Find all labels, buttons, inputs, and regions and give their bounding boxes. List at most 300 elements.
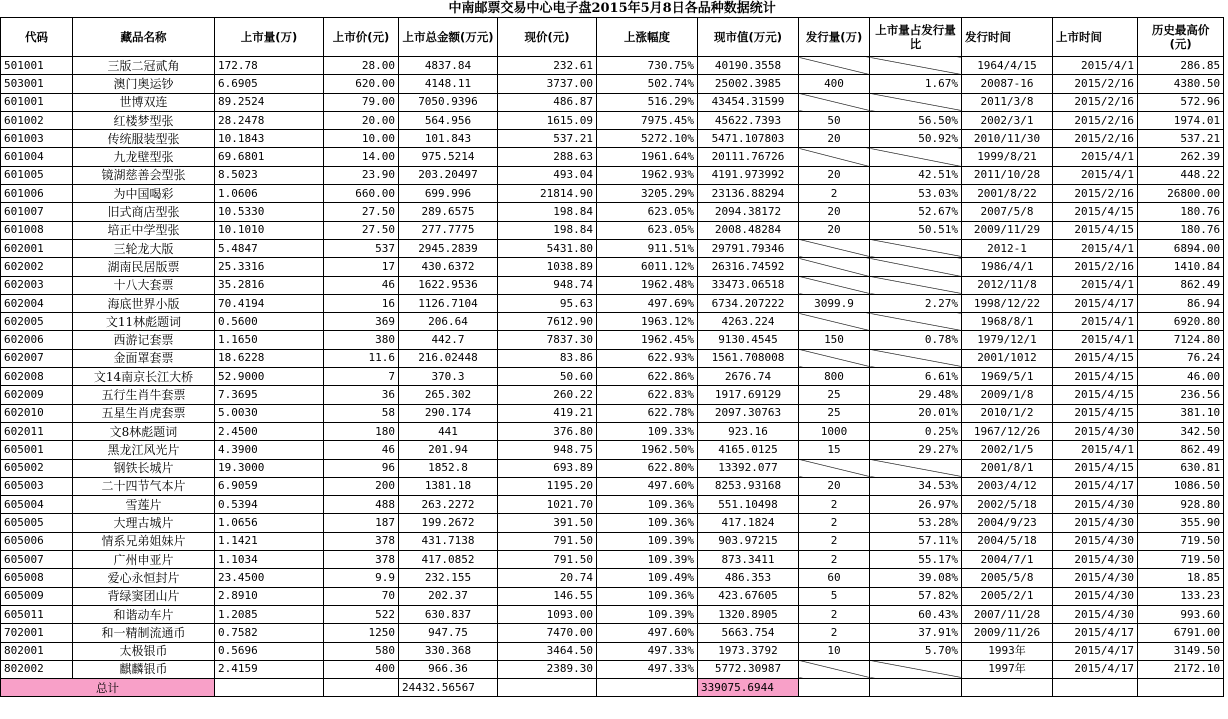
cell-listed-total: 417.0852	[399, 551, 498, 569]
cell-listed-ratio	[870, 57, 962, 75]
table-row	[1, 386, 1224, 404]
cell-market-value: 873.3411	[698, 551, 799, 569]
table-row	[1, 276, 1224, 294]
cell-code: 605002	[1, 459, 73, 477]
cell-listed-total: 203.20497	[399, 166, 498, 184]
cell-listed-ratio: 57.11%	[870, 532, 962, 550]
cell-listed-ratio: 0.78%	[870, 331, 962, 349]
table-row	[1, 185, 1224, 203]
cell-list-date: 2015/4/30	[1053, 422, 1138, 440]
table-row	[1, 532, 1224, 550]
cell-market-value: 5772.30987	[698, 660, 799, 678]
table-row	[1, 349, 1224, 367]
cell-listed-ratio: 0.25%	[870, 422, 962, 440]
cell-rise: 109.39%	[597, 605, 698, 623]
table-row	[1, 477, 1224, 495]
cell-listed-qty: 6.6905	[215, 75, 324, 93]
cell-market-value: 45622.7393	[698, 111, 799, 129]
cell-market-value: 4191.973992	[698, 166, 799, 184]
cell-name: 世博双连	[73, 93, 215, 111]
cell-listed-ratio	[870, 660, 962, 678]
table-row	[1, 313, 1224, 331]
cell-hist-high: 180.76	[1138, 221, 1224, 239]
cell-issued-qty: 20	[799, 477, 870, 495]
cell-hist-high: 1086.50	[1138, 477, 1224, 495]
cell-issue-date: 2009/11/26	[962, 624, 1053, 642]
cell-issue-date: 2009/11/29	[962, 221, 1053, 239]
cell-listed-ratio: 34.53%	[870, 477, 962, 495]
cell-listed-price: 27.50	[324, 221, 399, 239]
cell-listed-ratio: 5.70%	[870, 642, 962, 660]
header-listed-price: 上市价(元)	[324, 18, 399, 57]
total-row	[1, 679, 1224, 697]
cell-listed-qty: 2.4159	[215, 660, 324, 678]
cell-listed-total: 975.5214	[399, 148, 498, 166]
cell-market-value: 923.16	[698, 422, 799, 440]
cell-code: 605008	[1, 569, 73, 587]
cell-list-date: 2015/4/15	[1053, 349, 1138, 367]
cell-issue-date: 1969/5/1	[962, 368, 1053, 386]
cell-name: 镜湖慈善会型张	[73, 166, 215, 184]
cell-name: 广州申亚片	[73, 551, 215, 569]
cell-current-price: 7470.00	[498, 624, 597, 642]
cell-market-value: 2676.74	[698, 368, 799, 386]
cell-issue-date: 2004/7/1	[962, 551, 1053, 569]
cell-current-price: 493.04	[498, 166, 597, 184]
cell-listed-price: 9.9	[324, 569, 399, 587]
cell-hist-high: 262.39	[1138, 148, 1224, 166]
cell-issued-qty: 50	[799, 111, 870, 129]
cell-code: 602010	[1, 404, 73, 422]
cell-listed-total: 1126.7104	[399, 294, 498, 312]
cell-current-price: 232.61	[498, 57, 597, 75]
cell-list-date: 2015/4/30	[1053, 496, 1138, 514]
cell-market-value: 26316.74592	[698, 258, 799, 276]
cell-issue-date: 1998/12/22	[962, 294, 1053, 312]
cell-listed-price: 11.6	[324, 349, 399, 367]
cell-listed-qty: 25.3316	[215, 258, 324, 276]
cell-listed-total: 431.7138	[399, 532, 498, 550]
cell-name: 培正中学型张	[73, 221, 215, 239]
cell-rise: 1963.12%	[597, 313, 698, 331]
cell-listed-ratio: 52.67%	[870, 203, 962, 221]
cell-rise: 7975.45%	[597, 111, 698, 129]
cell-code: 601001	[1, 93, 73, 111]
header-name: 藏品名称	[73, 18, 215, 57]
cell-list-date: 2015/4/15	[1053, 221, 1138, 239]
cell-rise: 5272.10%	[597, 130, 698, 148]
cell-code: 605004	[1, 496, 73, 514]
cell-list-date: 2015/4/1	[1053, 166, 1138, 184]
cell-current-price: 1021.70	[498, 496, 597, 514]
table-row	[1, 148, 1224, 166]
cell-listed-price: 23.90	[324, 166, 399, 184]
cell-market-value: 1973.3792	[698, 642, 799, 660]
total-listed-total: 24432.56567	[399, 679, 498, 697]
cell-list-date: 2015/4/15	[1053, 459, 1138, 477]
cell-listed-qty: 1.1650	[215, 331, 324, 349]
cell-market-value: 33473.06518	[698, 276, 799, 294]
cell-hist-high: 7124.80	[1138, 331, 1224, 349]
cell-market-value: 2094.38172	[698, 203, 799, 221]
cell-current-price: 50.60	[498, 368, 597, 386]
table-row	[1, 459, 1224, 477]
cell-listed-price: 1250	[324, 624, 399, 642]
cell-rise: 497.33%	[597, 642, 698, 660]
cell-rise: 109.33%	[597, 422, 698, 440]
cell-listed-price: 537	[324, 239, 399, 257]
cell-issue-date: 1993年	[962, 642, 1053, 660]
cell-current-price: 1615.09	[498, 111, 597, 129]
cell-current-price: 537.21	[498, 130, 597, 148]
cell-listed-total: 330.368	[399, 642, 498, 660]
cell-market-value: 5663.754	[698, 624, 799, 642]
cell-code: 602003	[1, 276, 73, 294]
cell-market-value: 4263.224	[698, 313, 799, 331]
cell-name: 麒麟银币	[73, 660, 215, 678]
cell-listed-total: 289.6575	[399, 203, 498, 221]
cell-listed-total: 966.36	[399, 660, 498, 678]
cell-code: 601008	[1, 221, 73, 239]
cell-name: 二十四节气本片	[73, 477, 215, 495]
cell-rise: 730.75%	[597, 57, 698, 75]
header-issued-qty: 发行量(万)	[799, 18, 870, 57]
cell-name: 五行生肖牛套票	[73, 386, 215, 404]
cell-listed-total: 2945.2839	[399, 239, 498, 257]
cell-list-date: 2015/4/17	[1053, 642, 1138, 660]
cell-listed-qty: 28.2478	[215, 111, 324, 129]
cell-issue-date: 2001/8/1	[962, 459, 1053, 477]
cell-listed-qty: 23.4500	[215, 569, 324, 587]
cell	[597, 679, 698, 697]
cell-market-value: 486.353	[698, 569, 799, 587]
cell-issued-qty: 20	[799, 166, 870, 184]
cell-list-date: 2015/4/17	[1053, 477, 1138, 495]
cell-current-price: 1093.00	[498, 605, 597, 623]
cell-hist-high: 862.49	[1138, 276, 1224, 294]
cell-listed-total: 430.6372	[399, 258, 498, 276]
cell-listed-total: 947.75	[399, 624, 498, 642]
cell-listed-price: 28.00	[324, 57, 399, 75]
cell-listed-ratio: 53.03%	[870, 185, 962, 203]
cell-issued-qty: 2	[799, 185, 870, 203]
cell-listed-ratio: 50.51%	[870, 221, 962, 239]
cell-listed-total: 1381.18	[399, 477, 498, 495]
cell-code: 605006	[1, 532, 73, 550]
table-row	[1, 441, 1224, 459]
cell-listed-price: 14.00	[324, 148, 399, 166]
cell-list-date: 2015/4/15	[1053, 368, 1138, 386]
cell-issue-date: 20087-16	[962, 75, 1053, 93]
cell-code: 602007	[1, 349, 73, 367]
cell-listed-ratio: 56.50%	[870, 111, 962, 129]
cell-listed-price: 79.00	[324, 93, 399, 111]
cell-name: 钢铁长城片	[73, 459, 215, 477]
cell-market-value: 417.1824	[698, 514, 799, 532]
cell-listed-total: 216.02448	[399, 349, 498, 367]
cell	[498, 679, 597, 697]
cell-listed-total: 4837.84	[399, 57, 498, 75]
cell-listed-ratio: 29.48%	[870, 386, 962, 404]
cell-current-price: 948.75	[498, 441, 597, 459]
table-title: 中南邮票交易中心电子盘2015年5月8日各品种数据统计	[1, 0, 1224, 18]
cell-name: 西游记套票	[73, 331, 215, 349]
cell-market-value: 9130.4545	[698, 331, 799, 349]
cell-listed-ratio: 39.08%	[870, 569, 962, 587]
table-row	[1, 130, 1224, 148]
cell-issued-qty: 20	[799, 130, 870, 148]
cell-listed-qty: 0.5394	[215, 496, 324, 514]
cell-rise: 497.60%	[597, 477, 698, 495]
cell-name: 爱心永恒封片	[73, 569, 215, 587]
cell-code: 605001	[1, 441, 73, 459]
cell-issued-qty: 2	[799, 624, 870, 642]
cell-listed-ratio: 26.97%	[870, 496, 962, 514]
cell-hist-high: 26800.00	[1138, 185, 1224, 203]
cell-list-date: 2015/4/30	[1053, 551, 1138, 569]
cell-listed-total: 277.7775	[399, 221, 498, 239]
cell-name: 情系兄弟姐妹片	[73, 532, 215, 550]
cell-listed-price: 488	[324, 496, 399, 514]
cell-issued-qty: 60	[799, 569, 870, 587]
cell-rise: 109.36%	[597, 587, 698, 605]
cell-name: 太极银币	[73, 642, 215, 660]
cell	[962, 679, 1053, 697]
cell-listed-total: 564.956	[399, 111, 498, 129]
cell-issue-date: 2004/5/18	[962, 532, 1053, 550]
cell-listed-qty: 1.1034	[215, 551, 324, 569]
cell-hist-high: 719.50	[1138, 532, 1224, 550]
cell-listed-price: 16	[324, 294, 399, 312]
cell-rise: 3205.29%	[597, 185, 698, 203]
cell-issued-qty	[799, 349, 870, 367]
cell-listed-total: 1622.9536	[399, 276, 498, 294]
cell-code: 602004	[1, 294, 73, 312]
cell-listed-price: 378	[324, 532, 399, 550]
cell-hist-high: 180.76	[1138, 203, 1224, 221]
cell-code: 601002	[1, 111, 73, 129]
cell-rise: 1962.48%	[597, 276, 698, 294]
cell-list-date: 2015/4/1	[1053, 331, 1138, 349]
cell-market-value: 29791.79346	[698, 239, 799, 257]
cell-listed-total: 199.2672	[399, 514, 498, 532]
cell-listed-ratio: 2.27%	[870, 294, 962, 312]
cell-rise: 911.51%	[597, 239, 698, 257]
cell-rise: 516.29%	[597, 93, 698, 111]
cell-listed-price: 378	[324, 551, 399, 569]
cell-listed-ratio	[870, 258, 962, 276]
cell-hist-high: 381.10	[1138, 404, 1224, 422]
cell-listed-price: 70	[324, 587, 399, 605]
cell-listed-price: 369	[324, 313, 399, 331]
cell-list-date: 2015/2/16	[1053, 185, 1138, 203]
cell-current-price: 1195.20	[498, 477, 597, 495]
table-row	[1, 57, 1224, 75]
cell-market-value: 43454.31599	[698, 93, 799, 111]
cell-hist-high: 86.94	[1138, 294, 1224, 312]
cell-hist-high: 18.85	[1138, 569, 1224, 587]
cell-list-date: 2015/4/17	[1053, 294, 1138, 312]
cell-list-date: 2015/4/17	[1053, 660, 1138, 678]
cell-listed-price: 36	[324, 386, 399, 404]
cell-market-value: 903.97215	[698, 532, 799, 550]
cell-market-value: 4165.0125	[698, 441, 799, 459]
cell-name: 为中国喝彩	[73, 185, 215, 203]
cell-name: 大理古城片	[73, 514, 215, 532]
cell-listed-ratio	[870, 239, 962, 257]
cell-issue-date: 2012-1	[962, 239, 1053, 257]
cell-rise: 497.33%	[597, 660, 698, 678]
cell-listed-price: 380	[324, 331, 399, 349]
cell-name: 三版二冠贰角	[73, 57, 215, 75]
cell-current-price: 1038.89	[498, 258, 597, 276]
cell-listed-ratio	[870, 276, 962, 294]
cell-issued-qty: 2	[799, 532, 870, 550]
cell-name: 文11林彪题词	[73, 313, 215, 331]
cell-list-date: 2015/2/16	[1053, 111, 1138, 129]
cell-listed-price: 180	[324, 422, 399, 440]
cell-list-date: 2015/4/30	[1053, 532, 1138, 550]
cell-name: 旧式商店型张	[73, 203, 215, 221]
cell-issued-qty	[799, 258, 870, 276]
cell-list-date: 2015/4/1	[1053, 239, 1138, 257]
cell-current-price: 95.63	[498, 294, 597, 312]
cell-name: 湖南民居版票	[73, 258, 215, 276]
table-row	[1, 605, 1224, 623]
cell-listed-ratio	[870, 148, 962, 166]
cell-current-price: 3464.50	[498, 642, 597, 660]
cell-listed-ratio: 42.51%	[870, 166, 962, 184]
cell-listed-total: 442.7	[399, 331, 498, 349]
cell-listed-qty: 18.6228	[215, 349, 324, 367]
cell-code: 802001	[1, 642, 73, 660]
cell-listed-qty: 0.5696	[215, 642, 324, 660]
cell-code: 605009	[1, 587, 73, 605]
cell-market-value: 2097.30763	[698, 404, 799, 422]
cell-listed-qty: 8.5023	[215, 166, 324, 184]
cell-listed-qty: 19.3000	[215, 459, 324, 477]
cell-rise: 109.36%	[597, 514, 698, 532]
header-listed-ratio: 上市量占发行量比	[870, 18, 962, 57]
cell-code: 601003	[1, 130, 73, 148]
cell-listed-qty: 4.3900	[215, 441, 324, 459]
cell-issued-qty: 150	[799, 331, 870, 349]
cell-current-price: 146.55	[498, 587, 597, 605]
cell-issue-date: 1967/12/26	[962, 422, 1053, 440]
cell-listed-qty: 0.5600	[215, 313, 324, 331]
cell-market-value: 23136.88294	[698, 185, 799, 203]
cell-listed-qty: 1.2085	[215, 605, 324, 623]
cell-issued-qty: 3099.9	[799, 294, 870, 312]
cell-issue-date: 1986/4/1	[962, 258, 1053, 276]
header-hist-high: 历史最高价(元)	[1138, 18, 1224, 57]
cell-rise: 1962.50%	[597, 441, 698, 459]
cell-listed-total: 263.2272	[399, 496, 498, 514]
cell-listed-total: 699.996	[399, 185, 498, 203]
cell-current-price: 83.86	[498, 349, 597, 367]
cell-name: 红楼梦型张	[73, 111, 215, 129]
cell-current-price: 21814.90	[498, 185, 597, 203]
cell-rise: 497.60%	[597, 624, 698, 642]
cell-listed-ratio: 60.43%	[870, 605, 962, 623]
cell-listed-ratio	[870, 93, 962, 111]
cell-listed-ratio: 55.17%	[870, 551, 962, 569]
cell-listed-total: 202.37	[399, 587, 498, 605]
table-row	[1, 258, 1224, 276]
cell-current-price: 198.84	[498, 221, 597, 239]
cell-issue-date: 2002/1/5	[962, 441, 1053, 459]
cell-current-price: 3737.00	[498, 75, 597, 93]
cell-current-price: 5431.80	[498, 239, 597, 257]
cell-issue-date: 2011/10/28	[962, 166, 1053, 184]
cell-issued-qty: 2	[799, 551, 870, 569]
cell-listed-ratio: 57.82%	[870, 587, 962, 605]
cell	[1053, 679, 1138, 697]
cell-listed-price: 27.50	[324, 203, 399, 221]
cell-listed-qty: 10.5330	[215, 203, 324, 221]
cell-listed-total: 290.174	[399, 404, 498, 422]
cell-code: 602009	[1, 386, 73, 404]
cell-current-price: 791.50	[498, 532, 597, 550]
cell-rise: 109.49%	[597, 569, 698, 587]
cell-listed-ratio: 20.01%	[870, 404, 962, 422]
cell-listed-price: 46	[324, 441, 399, 459]
cell-rise: 1962.45%	[597, 331, 698, 349]
cell-listed-ratio: 6.61%	[870, 368, 962, 386]
cell-listed-qty: 7.3695	[215, 386, 324, 404]
header-list-date: 上市时间	[1053, 18, 1138, 57]
table-row	[1, 75, 1224, 93]
cell-listed-total: 441	[399, 422, 498, 440]
cell-issued-qty: 10	[799, 642, 870, 660]
cell-market-value: 2008.48284	[698, 221, 799, 239]
cell-issued-qty: 2	[799, 605, 870, 623]
cell-listed-ratio: 1.67%	[870, 75, 962, 93]
cell-hist-high: 133.23	[1138, 587, 1224, 605]
cell-listed-price: 10.00	[324, 130, 399, 148]
cell-hist-high: 572.96	[1138, 93, 1224, 111]
cell-listed-price: 580	[324, 642, 399, 660]
cell-market-value: 1320.8905	[698, 605, 799, 623]
cell-rise: 622.78%	[597, 404, 698, 422]
cell-listed-price: 200	[324, 477, 399, 495]
cell-listed-total: 101.843	[399, 130, 498, 148]
cell-listed-total: 206.64	[399, 313, 498, 331]
cell-issue-date: 1964/4/15	[962, 57, 1053, 75]
cell-list-date: 2015/2/16	[1053, 75, 1138, 93]
cell	[215, 679, 324, 697]
cell	[799, 679, 870, 697]
cell-listed-qty: 1.0656	[215, 514, 324, 532]
cell-market-value: 13392.077	[698, 459, 799, 477]
cell-issue-date: 1997年	[962, 660, 1053, 678]
cell-listed-price: 400	[324, 660, 399, 678]
table-row	[1, 569, 1224, 587]
cell-name: 三轮龙大版	[73, 239, 215, 257]
cell-name: 海底世界小版	[73, 294, 215, 312]
cell-code: 601006	[1, 185, 73, 203]
cell-listed-price: 96	[324, 459, 399, 477]
cell-listed-ratio: 29.27%	[870, 441, 962, 459]
table-row	[1, 422, 1224, 440]
cell-current-price: 288.63	[498, 148, 597, 166]
cell-name: 十八大套票	[73, 276, 215, 294]
table-row	[1, 624, 1224, 642]
cell-code: 501001	[1, 57, 73, 75]
cell-code: 602008	[1, 368, 73, 386]
cell-list-date: 2015/4/30	[1053, 514, 1138, 532]
cell-issue-date: 2005/2/1	[962, 587, 1053, 605]
